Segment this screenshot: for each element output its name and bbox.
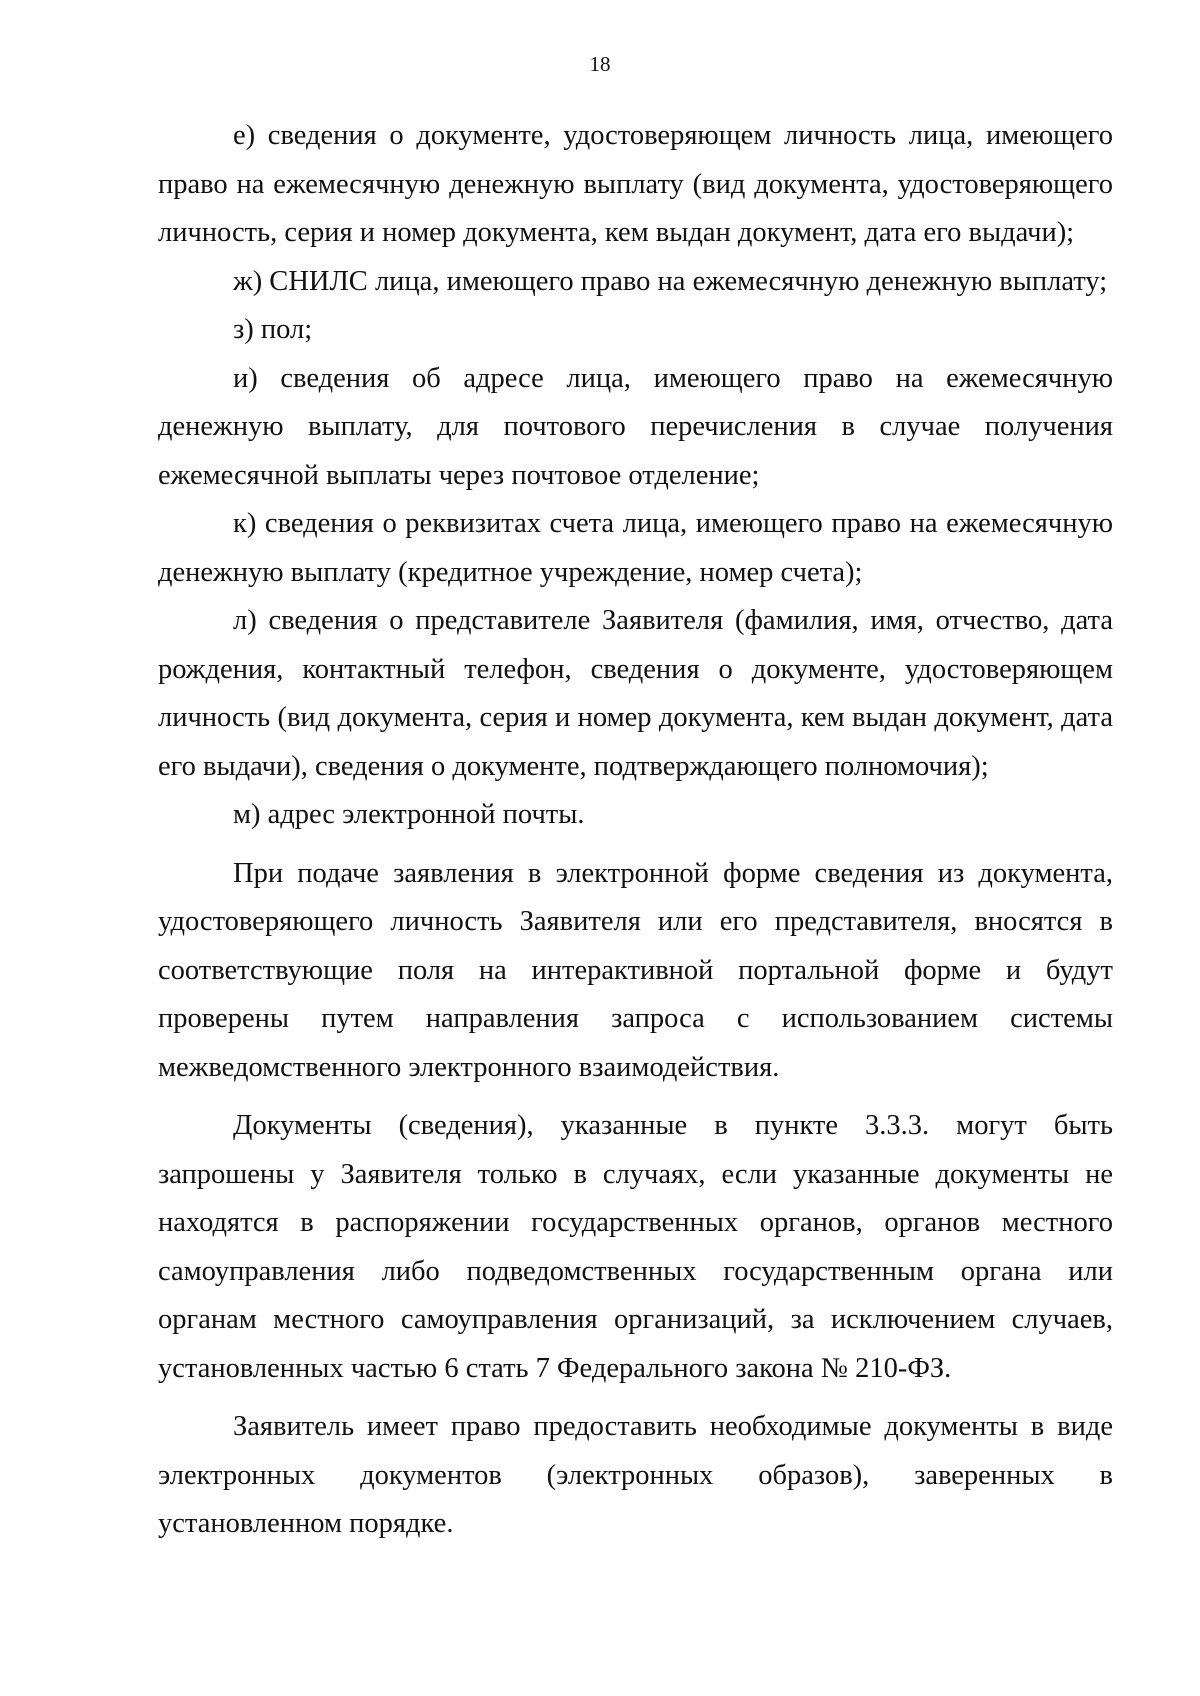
paragraph-zh: ж) СНИЛС лица, имеющего право на ежемесячную денежную выплату; [233, 265, 1108, 297]
paragraph-z: з) пол; [233, 314, 313, 345]
paragraph-documents-request: Документы (сведения), указанные в пункте 3.3.3. могут быть запрошены у Заявителя только в случаях, если указанные документы не находятся в распоряжении государственных органов, органов местного самоуправления либо подведомственных государственным органа или органам местного самоуправления организаций, за исключением случаев, установленных частью 6 стать 7 Федерального закона № 210-ФЗ. [158, 1110, 1113, 1384]
page-number: 18 [589, 52, 611, 76]
paragraph-applicant-right: Заявитель имеет право предоставить необходимые документы в виде электронных документов (электронных образов), заверенных в установленном порядке. [158, 1411, 1113, 1539]
document-body [158, 112, 1113, 1549]
paragraph-l: л) сведения о представителе Заявителя (фамилия, имя, отчество, дата рождения, контактный телефон, сведения о документе, удостоверяющем личность (вид документа, серия и номер документа, кем выдан документ, дата его выдачи), сведения о документе, подтверждающего полномочия); [158, 605, 1113, 782]
paragraph-k: к) сведения о реквизитах счета лица, имеющего право на ежемесячную денежную выплату (кредитное учреждение, номер счета); [158, 508, 1113, 588]
paragraph-m: м) адрес электронной почты. [233, 799, 585, 830]
paragraph-electronic-submission: При подаче заявления в электронной форме сведения из документа, удостоверяющего личность Заявителя или его представителя, вносятся в соответствующие поля на интерактивной портальной форме и будут проверены путем направления запроса с использованием системы межведомственного электронного взаимодействия. [158, 857, 1113, 1083]
paragraph-i: и) сведения об адресе лица, имеющего право на ежемесячную денежную выплату, для почтового перечисления в случае получения ежемесячной выплаты через почтовое отделение; [158, 362, 1113, 491]
paragraph-e: е) сведения о документе, удостоверяющем личность лица, имеющего право на ежемесячную денежную выплату (вид документа, удостоверяющего личность, серия и номер документа, кем выдан документ, дата его выдачи); [158, 120, 1113, 248]
